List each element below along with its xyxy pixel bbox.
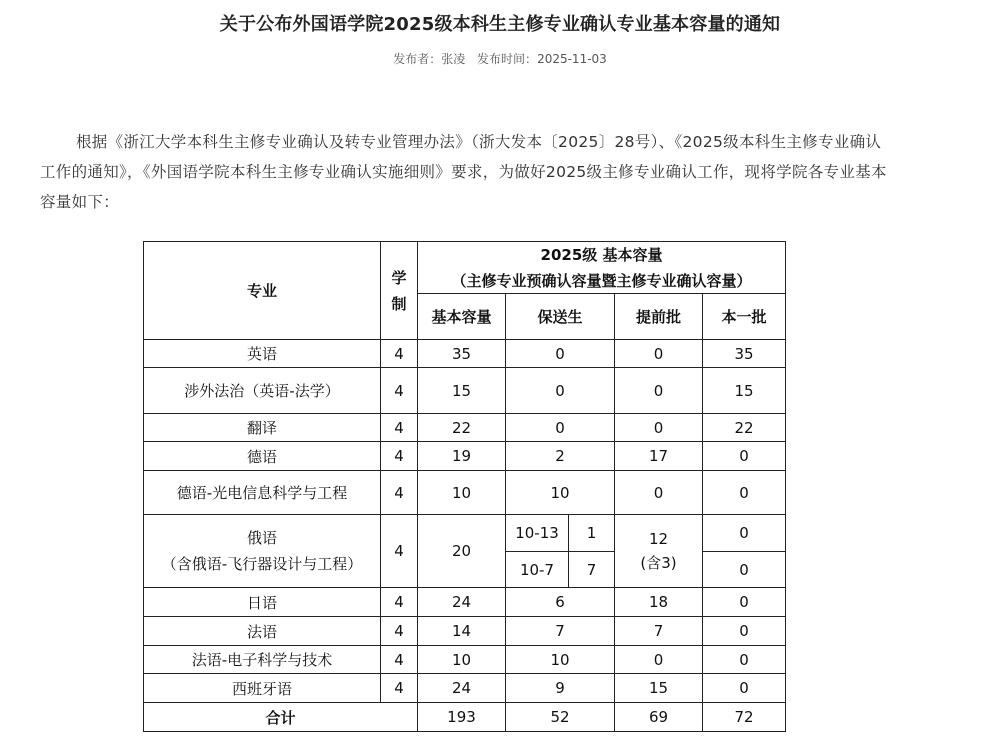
major-name: 涉外法治（英语-法学） (144, 368, 381, 414)
years-cell: 4 (381, 471, 418, 515)
basic-cell: 35 (418, 340, 506, 368)
total-early: 69 (615, 703, 703, 732)
russian-major-line1: 俄语 (246, 529, 277, 547)
publish-time-info (477, 52, 607, 66)
table-row (144, 471, 786, 515)
recommended-value-b: 7 (569, 552, 615, 588)
major-name: 法语 (144, 617, 381, 646)
header-recommended: 保送生 (506, 294, 615, 340)
header-early: 提前批 (615, 294, 703, 340)
major-name: 日语 (144, 588, 381, 617)
header-group-line2: （主修专业预确认容量暨主修专业确认容量） (418, 268, 786, 294)
table-row (144, 617, 786, 646)
years-cell: 4 (381, 515, 418, 588)
total-recommended: 52 (506, 703, 615, 732)
basic-cell: 19 (418, 442, 506, 471)
years-cell: 4 (381, 340, 418, 368)
page-title: 关于公布外国语学院2025级本科生主修专业确认专业基本容量的通知 (219, 14, 781, 35)
table-row-russian-a (144, 515, 786, 552)
recommended-value-a: 1 (569, 515, 615, 552)
basic-cell: 15 (418, 368, 506, 414)
basic-cell: 10 (418, 471, 506, 515)
first-batch-cell-a: 0 (703, 515, 786, 552)
publisher-info (393, 52, 465, 66)
recommended-cell: 0 (506, 340, 615, 368)
table-row (144, 368, 786, 414)
basic-cell: 20 (418, 515, 506, 588)
early-cell: 17 (615, 442, 703, 471)
early-cell: 0 (615, 471, 703, 515)
header-basic: 基本容量 (418, 294, 506, 340)
russian-early-line2: (含3) (640, 554, 677, 572)
first-batch-cell: 35 (703, 340, 786, 368)
basic-cell: 24 (418, 588, 506, 617)
first-batch-cell-b: 0 (703, 552, 786, 588)
early-cell: 18 (615, 588, 703, 617)
capacity-table (143, 241, 786, 732)
header-years (381, 242, 418, 340)
years-cell: 4 (381, 588, 418, 617)
major-name: 翻译 (144, 414, 381, 442)
header-years-line2: 制 (391, 294, 407, 313)
recommended-cell: 2 (506, 442, 615, 471)
early-cell: 0 (615, 368, 703, 414)
russian-major-line2: （含俄语-飞行器设计与工程） (161, 555, 363, 573)
intro-paragraph: 根据《浙江大学本科生主修专业确认及转专业管理办法》（浙大发本〔2025〕28号）、《2025级本科生主修专业确认工作的通知》，《外国语学院本科生主修专业确认实施细则》要求，为做好2025级主修专业确认工作，现将学院各专业基本容量如下： (40, 133, 887, 211)
table-row (144, 674, 786, 703)
table-row (144, 588, 786, 617)
header-major: 专业 (144, 242, 381, 340)
table-total-row (144, 703, 786, 732)
early-cell: 0 (615, 340, 703, 368)
major-name: 德语-光电信息科学与工程 (144, 471, 381, 515)
first-batch-cell: 0 (703, 442, 786, 471)
major-name-russian (144, 515, 381, 588)
first-batch-cell: 0 (703, 646, 786, 674)
basic-cell: 24 (418, 674, 506, 703)
recommended-range-b: 10-7 (506, 552, 569, 588)
publisher-label: 发布者： (393, 52, 442, 66)
recommended-cell: 9 (506, 674, 615, 703)
years-cell: 4 (381, 442, 418, 471)
publish-time-label: 发布时间： (477, 52, 538, 66)
early-cell: 0 (615, 646, 703, 674)
table-row (144, 442, 786, 471)
total-label: 合计 (144, 703, 418, 732)
recommended-cell: 10 (506, 471, 615, 515)
years-cell: 4 (381, 674, 418, 703)
first-batch-cell: 0 (703, 588, 786, 617)
major-name: 德语 (144, 442, 381, 471)
recommended-cell: 7 (506, 617, 615, 646)
table-row (144, 414, 786, 442)
early-cell: 0 (615, 414, 703, 442)
major-name: 法语-电子科学与技术 (144, 646, 381, 674)
major-name: 西班牙语 (144, 674, 381, 703)
russian-early-line1: 12 (648, 530, 669, 548)
first-batch-cell: 0 (703, 471, 786, 515)
years-cell: 4 (381, 617, 418, 646)
first-batch-cell: 15 (703, 368, 786, 414)
first-batch-cell: 22 (703, 414, 786, 442)
years-cell: 4 (381, 414, 418, 442)
header-group-line1: 2025级 基本容量 (418, 242, 786, 268)
basic-cell: 10 (418, 646, 506, 674)
recommended-cell: 0 (506, 368, 615, 414)
publish-time: 2025-11-03 (537, 52, 607, 66)
publisher-name: 张凌 (441, 52, 466, 66)
table-row (144, 340, 786, 368)
article-meta (0, 50, 1000, 67)
recommended-range-a: 10-13 (506, 515, 569, 552)
header-years-line1: 学 (391, 268, 407, 287)
early-cell: 15 (615, 674, 703, 703)
table-row (144, 646, 786, 674)
early-cell: 7 (615, 617, 703, 646)
total-basic: 193 (418, 703, 506, 732)
first-batch-cell: 0 (703, 674, 786, 703)
header-first-batch: 本一批 (703, 294, 786, 340)
recommended-cell: 10 (506, 646, 615, 674)
recommended-cell: 6 (506, 588, 615, 617)
basic-cell: 22 (418, 414, 506, 442)
major-name: 英语 (144, 340, 381, 368)
total-first-batch: 72 (703, 703, 786, 732)
first-batch-cell: 0 (703, 617, 786, 646)
basic-cell: 14 (418, 617, 506, 646)
years-cell: 4 (381, 368, 418, 414)
early-cell-russian (615, 515, 703, 588)
header-row-1 (144, 242, 786, 268)
years-cell: 4 (381, 646, 418, 674)
recommended-cell: 0 (506, 414, 615, 442)
